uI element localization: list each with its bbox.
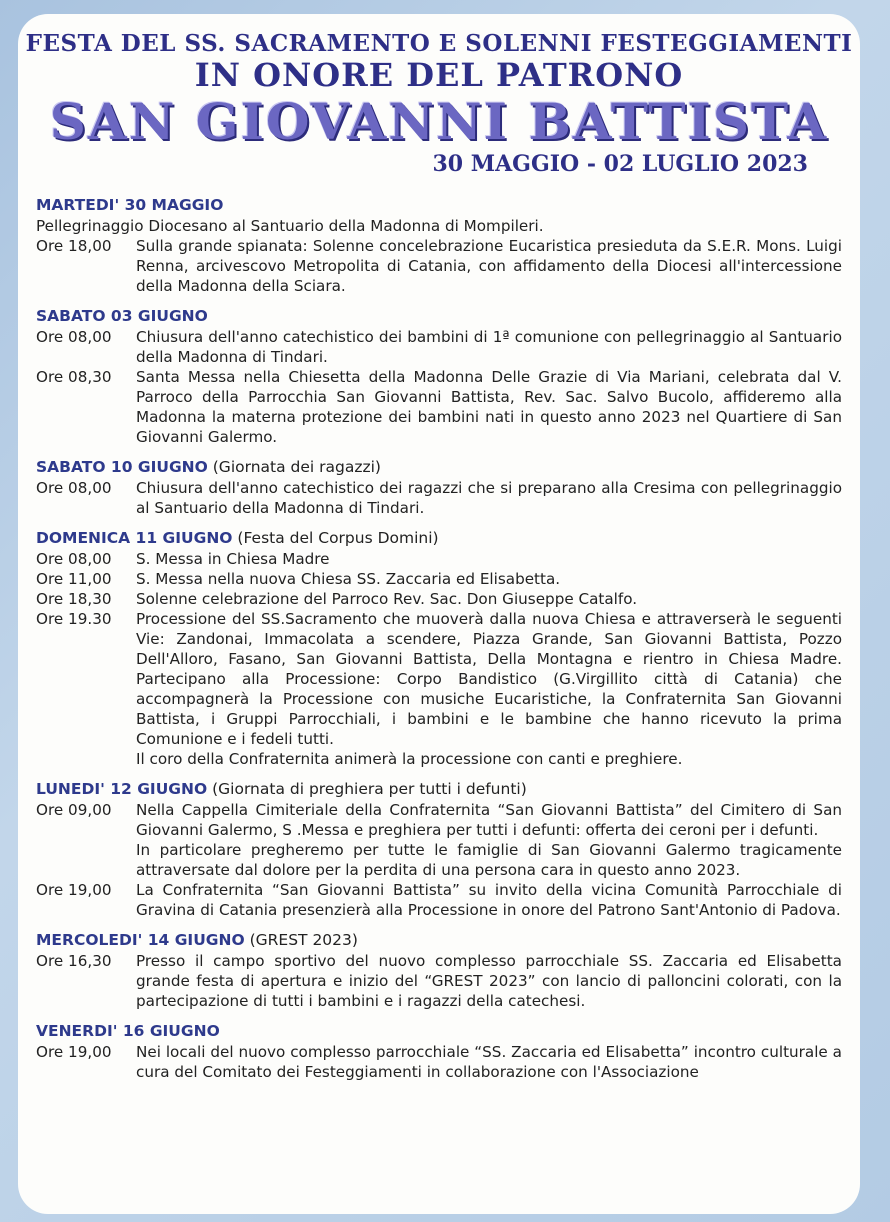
- day-date: SABATO 10 GIUGNO: [36, 458, 208, 476]
- event-row: [36, 951, 842, 1011]
- event-time: Ore 19,00: [36, 1043, 112, 1061]
- event-time: Ore 18,30: [36, 590, 112, 608]
- event-time: Ore 18,00: [36, 237, 112, 255]
- day-date: DOMENICA 11 GIUGNO: [36, 529, 233, 547]
- day-section: [36, 528, 842, 769]
- event-description: [136, 327, 842, 367]
- event-row: [36, 1042, 842, 1082]
- day-date: MERCOLEDI' 14 GIUGNO: [36, 931, 245, 949]
- day-section: [36, 930, 842, 1011]
- day-heading: [36, 306, 842, 327]
- day-heading: [36, 930, 842, 951]
- event-time: Ore 19.30: [36, 610, 112, 628]
- event-time: Ore 16,30: [36, 952, 112, 970]
- schedule: [18, 177, 860, 1082]
- event-row: [36, 880, 842, 920]
- event-description: [136, 569, 842, 589]
- event-row: [36, 569, 842, 589]
- event-row: [36, 800, 842, 880]
- event-paragraph: Solenne celebrazione del Parroco Rev. Sac. Don Giuseppe Catalfo.: [136, 590, 638, 608]
- event-time: Ore 08,00: [36, 550, 112, 568]
- event-time: Ore 11,00: [36, 570, 112, 588]
- event-row: [36, 589, 842, 609]
- event-description: [136, 549, 842, 569]
- event-time: Ore 08,30: [36, 368, 112, 386]
- day-section: [36, 195, 842, 296]
- event-description: [136, 236, 842, 296]
- day-note: (Festa del Corpus Domini): [232, 529, 439, 547]
- event-time: Ore 08,00: [36, 479, 112, 497]
- event-description: [136, 609, 842, 769]
- event-row: [36, 609, 842, 769]
- day-heading: [36, 528, 842, 549]
- event-paragraph: Sulla grande spianata: Solenne concelebrazione Eucaristica presieduta da S.E.R. Mons. Luigi Renna, arcivescovo Metropolita di Catania, con affidamento della Diocesi all'intercessione della Madonna della Sciara.: [136, 237, 842, 295]
- event-time: Ore 19,00: [36, 881, 112, 899]
- event-time: Ore 08,00: [36, 328, 112, 346]
- event-paragraph: In particolare pregheremo per tutte le famiglie di San Giovanni Galermo tragicamente attraversate dal dolore per la perdita di una persona cara in questo anno 2023.: [136, 841, 842, 879]
- event-description: [136, 478, 842, 518]
- event-paragraph: Chiusura dell'anno catechistico dei ragazzi che si preparano alla Cresima con pellegrinaggio al Santuario della Madonna di Tindari.: [136, 479, 842, 517]
- event-description: [136, 800, 842, 880]
- event-paragraph: La Confraternita “San Giovanni Battista” su invito della vicina Comunità Parrocchiale di Gravina di Catania presenzierà alla Processione in onore del Patrono Sant'Antonio di Padova.: [136, 881, 842, 919]
- day-heading: [36, 1021, 842, 1042]
- event-paragraph: Nella Cappella Cimiteriale della Confraternita “San Giovanni Battista” del Cimitero di San Giovanni Galermo, S .Messa e preghiera per tutti i defunti: offerta dei ceroni per i defunti.: [136, 801, 842, 839]
- day-heading: [36, 195, 842, 216]
- patron-title: SAN GIOVANNI BATTISTA: [49, 92, 829, 151]
- day-section: [36, 1021, 842, 1082]
- event-paragraph: Santa Messa nella Chiesetta della Madonna Delle Grazie di Via Mariani, celebrata dal V. Parroco della Parrocchia San Giovanni Battista, Rev. Sac. Salvo Bucolo, affideremo alla Madonna la materna protezione dei bambini nati in questo anno 2023 nel Quartiere di San Giovanni Galermo.: [136, 368, 842, 446]
- day-note: (Giornata di preghiera per tutti i defunti): [207, 780, 527, 798]
- day-date: VENERDI' 16 GIUGNO: [36, 1022, 220, 1040]
- festival-dates: 30 MAGGIO - 02 LUGLIO 2023: [432, 151, 808, 177]
- day-note: (GREST 2023): [244, 931, 358, 949]
- event-time: Ore 09,00: [36, 801, 112, 819]
- day-date: SABATO 03 GIUGNO: [36, 307, 208, 325]
- event-description: [136, 589, 842, 609]
- day-heading: [36, 779, 842, 800]
- header: [18, 14, 860, 177]
- header-line-2: IN ONORE DEL PATRONO: [194, 56, 684, 94]
- day-intro: Pellegrinaggio Diocesano al Santuario della Madonna di Mompileri.: [36, 217, 544, 235]
- event-paragraph: Il coro della Confraternita animerà la processione con canti e preghiere.: [136, 750, 683, 768]
- event-paragraph: Nei locali del nuovo complesso parrocchiale “SS. Zaccaria ed Elisabetta” incontro culturale a cura del Comitato dei Festeggiamenti in collaborazione con l'Associazione: [136, 1043, 842, 1081]
- event-paragraph: S. Messa nella nuova Chiesa SS. Zaccaria ed Elisabetta.: [136, 570, 561, 588]
- day-note: (Giornata dei ragazzi): [207, 458, 381, 476]
- event-description: [136, 880, 842, 920]
- program-card: [18, 14, 860, 1214]
- event-row: [36, 478, 842, 518]
- event-description: [136, 1042, 842, 1082]
- event-description: [136, 367, 842, 447]
- event-row: [36, 236, 842, 296]
- day-heading: [36, 457, 842, 478]
- event-paragraph: Presso il campo sportivo del nuovo complesso parrocchiale SS. Zaccaria ed Elisabetta grande festa di apertura e inizio del “GREST 2023” con lancio di palloncini colorati, con la partecipazione di tutti i bambini e i ragazzi della catechesi.: [136, 952, 842, 1010]
- day-section: [36, 306, 842, 447]
- day-section: [36, 457, 842, 518]
- header-line-1: FESTA DEL SS. SACRAMENTO E SOLENNI FESTEGGIAMENTI: [25, 30, 853, 57]
- day-section: [36, 779, 842, 920]
- event-description: [136, 951, 842, 1011]
- event-paragraph: Chiusura dell'anno catechistico dei bambini di 1ª comunione con pellegrinaggio al Santuario della Madonna di Tindari.: [136, 328, 842, 366]
- day-date: LUNEDI' 12 GIUGNO: [36, 780, 208, 798]
- event-row: [36, 367, 842, 447]
- event-paragraph: S. Messa in Chiesa Madre: [136, 550, 330, 568]
- day-date: MARTEDI' 30 MAGGIO: [36, 196, 224, 214]
- event-row: [36, 549, 842, 569]
- event-paragraph: Processione del SS.Sacramento che muoverà dalla nuova Chiesa e attraverserà le seguenti Vie: Zandonai, Immacolata a scendere, Piazza Grande, San Giovanni Battista, Pozzo Dell'Alloro, Fasano, San Giovanni Battista, Della Montagna e rientro in Chiesa Madre. Partecipano alla Processione: Corpo Bandistico (G.Virgillito città di Catania) che accompagnerà la Processione con musiche Eucaristiche, la Confraternita San Giovanni Battista, i Gruppi Parrocchiali, i bambini e le bambine che hanno ricevuto la prima Comunione e i fedeli tutti.: [136, 610, 842, 748]
- event-row: [36, 327, 842, 367]
